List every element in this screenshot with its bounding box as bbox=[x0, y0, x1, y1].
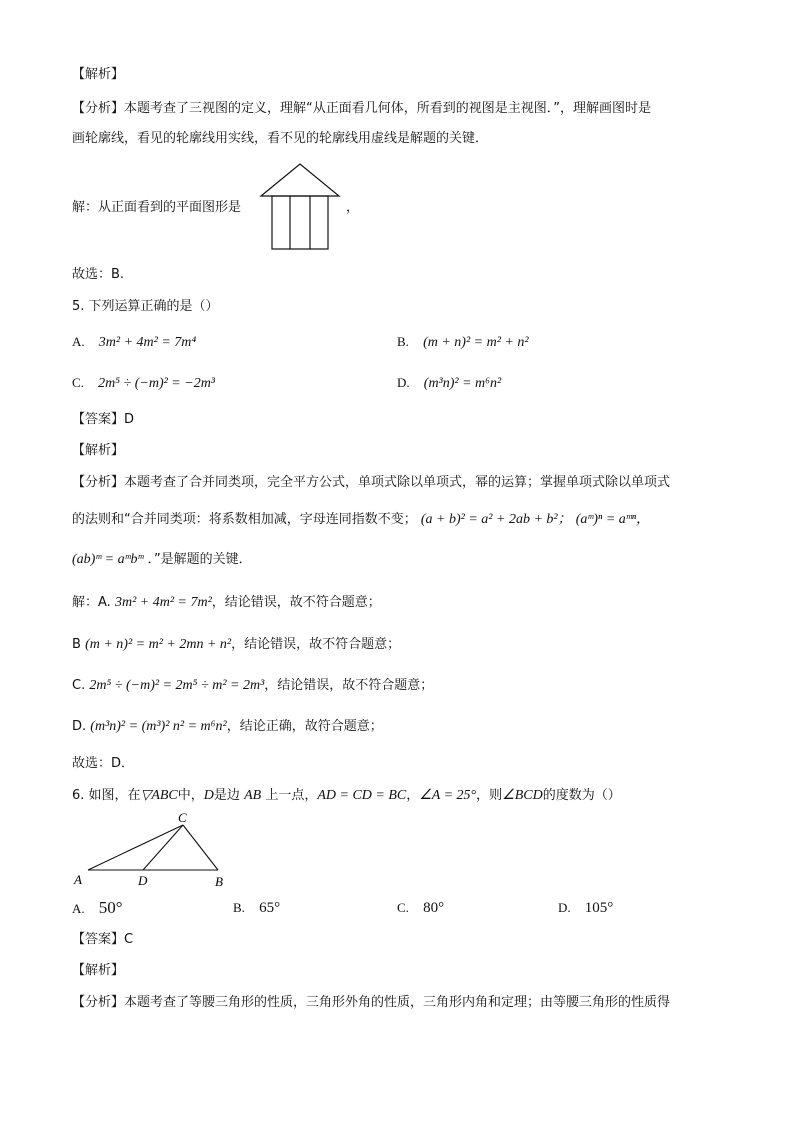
q5-option-c-label: C. bbox=[72, 375, 84, 390]
q5-sol-d-expr: (m³n)² = (m³)² n² = m⁶n² bbox=[90, 719, 227, 734]
q5-sol-a-prefix: 解：A. bbox=[72, 595, 111, 610]
house-front-view-figure bbox=[259, 163, 341, 251]
label-a: A bbox=[74, 872, 82, 887]
q6-option-c[interactable] bbox=[397, 899, 444, 918]
q6-q-triangle: ▽ABC bbox=[140, 788, 178, 803]
q5-option-a-expr: 3m² + 4m² = 7m⁴ bbox=[98, 335, 197, 350]
q6-q-eq: AD = CD = BC bbox=[317, 788, 407, 803]
label-b: B bbox=[215, 874, 223, 889]
q5-option-b-expr: (m + n)² = m² + n² bbox=[423, 335, 529, 350]
q6-option-d-value: 105° bbox=[584, 900, 614, 916]
q5-sol-c-expr: 2m⁵ ÷ (−m)² = 2m⁵ ÷ m² = 2m³ bbox=[89, 678, 265, 693]
q5-analysis2-text: 的法则和“合并同类项：将系数相加减，字母连同指数不变； bbox=[72, 512, 417, 527]
segment-cd bbox=[143, 825, 183, 870]
q5-analysis3-text: ．”是解题的关键． bbox=[147, 552, 252, 567]
q6-option-d-label: D. bbox=[558, 900, 571, 915]
q4-solution bbox=[72, 199, 241, 217]
label-c: C bbox=[178, 810, 187, 825]
q4-solution-suffix: ， bbox=[346, 200, 360, 215]
q4-solution-prefix: 解：从正面看到的平面图形是 bbox=[72, 200, 242, 215]
q5-analysis-line2 bbox=[72, 511, 650, 529]
q5-option-b[interactable] bbox=[397, 333, 529, 352]
q5-choice: 故选：D． bbox=[72, 756, 135, 771]
q5-answer: 【答案】D bbox=[72, 412, 135, 427]
q6-q-mid1: 中， bbox=[177, 788, 204, 803]
q5-solution-b bbox=[72, 636, 400, 654]
q5-question: 5. 下列运算正确的是（） bbox=[72, 299, 219, 314]
q4-analysis: 【分析】本题考查了三视图的定义，理解“从正面看几何体，所看到的视图是主视图．”，理解画图时是 bbox=[72, 101, 651, 116]
q5-sol-b-expr: (m + n)² = m² + 2mn + n² bbox=[85, 637, 232, 652]
q6-question bbox=[72, 787, 621, 805]
q5-option-a[interactable] bbox=[72, 333, 196, 352]
q5-solution-c bbox=[72, 677, 433, 695]
q6-option-c-value: 80° bbox=[423, 900, 445, 916]
q5-analysis: 【分析】本题考查了合并同类项，完全平方公式，单项式除以单项式，幂的运算；掌握单项式除以单项式 bbox=[72, 475, 671, 490]
q5-analysis-line3 bbox=[72, 551, 252, 569]
q6-q-ab: AB bbox=[244, 788, 262, 803]
q4-jiexi-tag: 【解析】 bbox=[72, 67, 125, 82]
q5-sol-a-expr: 3m² + 4m² = 7m² bbox=[114, 595, 212, 610]
q6-jiexi-tag: 【解析】 bbox=[72, 963, 125, 978]
q6-option-b-label: B. bbox=[233, 900, 245, 915]
q6-q-mid2: 是边 bbox=[213, 788, 240, 803]
q5-sol-c-suffix: ，结论错误，故不符合题意； bbox=[264, 678, 434, 693]
house-roof bbox=[261, 164, 339, 196]
q6-option-a-value: 50° bbox=[98, 898, 123, 917]
q5-solution-a bbox=[72, 594, 381, 612]
q6-option-c-label: C. bbox=[397, 900, 409, 915]
q6-q-prefix: 6. 如图，在 bbox=[72, 788, 141, 803]
q5-formula-power: (aᵐ)ⁿ = aᵐⁿ， bbox=[575, 512, 651, 527]
q5-option-c[interactable] bbox=[72, 374, 215, 393]
q6-option-a-label: A. bbox=[72, 901, 85, 916]
q5-sol-b-prefix: B bbox=[72, 637, 81, 652]
q6-q-sep: ， bbox=[406, 788, 420, 803]
q6-option-d[interactable] bbox=[558, 899, 613, 918]
triangle-abc-figure bbox=[72, 810, 242, 890]
q5-sol-c-prefix: C. bbox=[72, 678, 86, 693]
q4-analysis-cont: 画轮廓线，看见的轮廓线用实线，看不见的轮廓线用虚线是解题的关键． bbox=[72, 131, 489, 146]
q5-option-d-expr: (m³n)² = m⁶n² bbox=[423, 376, 502, 391]
q5-jiexi-tag: 【解析】 bbox=[72, 443, 125, 458]
q6-answer: 【答案】C bbox=[72, 932, 134, 947]
q6-q-angle: ∠A = 25° bbox=[419, 788, 477, 803]
label-d: D bbox=[138, 873, 148, 888]
q5-formula-product-power: (ab)ᵐ = aᵐbᵐ bbox=[72, 552, 144, 567]
q5-option-d-label: D. bbox=[397, 375, 410, 390]
segment-ac bbox=[88, 825, 183, 870]
q4-choice: 故选：B. bbox=[72, 267, 125, 282]
q6-q-target: ∠BCD bbox=[502, 788, 543, 803]
q5-sol-d-prefix: D. bbox=[72, 719, 87, 734]
q5-sol-a-suffix: ，结论错误，故不符合题意； bbox=[211, 595, 381, 610]
segment-cb bbox=[183, 825, 218, 870]
q6-q-mid3: 上一点， bbox=[265, 788, 318, 803]
q6-option-b[interactable] bbox=[233, 899, 280, 918]
q5-formula-square: (a + b)² = a² + 2ab + b²； bbox=[420, 512, 572, 527]
house-body bbox=[272, 196, 328, 249]
q6-q-mid4: ，则 bbox=[476, 788, 503, 803]
q6-q-d: D bbox=[203, 788, 214, 803]
q6-option-a[interactable] bbox=[72, 899, 123, 919]
q5-option-b-label: B. bbox=[397, 334, 409, 349]
q5-option-d[interactable] bbox=[397, 374, 501, 393]
q6-option-b-value: 65° bbox=[259, 900, 281, 916]
q5-option-a-label: A. bbox=[72, 334, 85, 349]
q5-solution-d bbox=[72, 718, 383, 736]
q5-sol-b-suffix: ，结论错误，故不符合题意； bbox=[231, 637, 401, 652]
q6-q-end: 的度数为（） bbox=[542, 788, 621, 803]
q5-sol-d-suffix: ，结论正确，故符合题意； bbox=[226, 719, 383, 734]
q6-analysis: 【分析】本题考查了等腰三角形的性质，三角形外角的性质，三角形内角和定理；由等腰三角形的性质得 bbox=[72, 995, 671, 1010]
q5-option-c-expr: 2m⁵ ÷ (−m)² = −2m³ bbox=[98, 376, 216, 391]
